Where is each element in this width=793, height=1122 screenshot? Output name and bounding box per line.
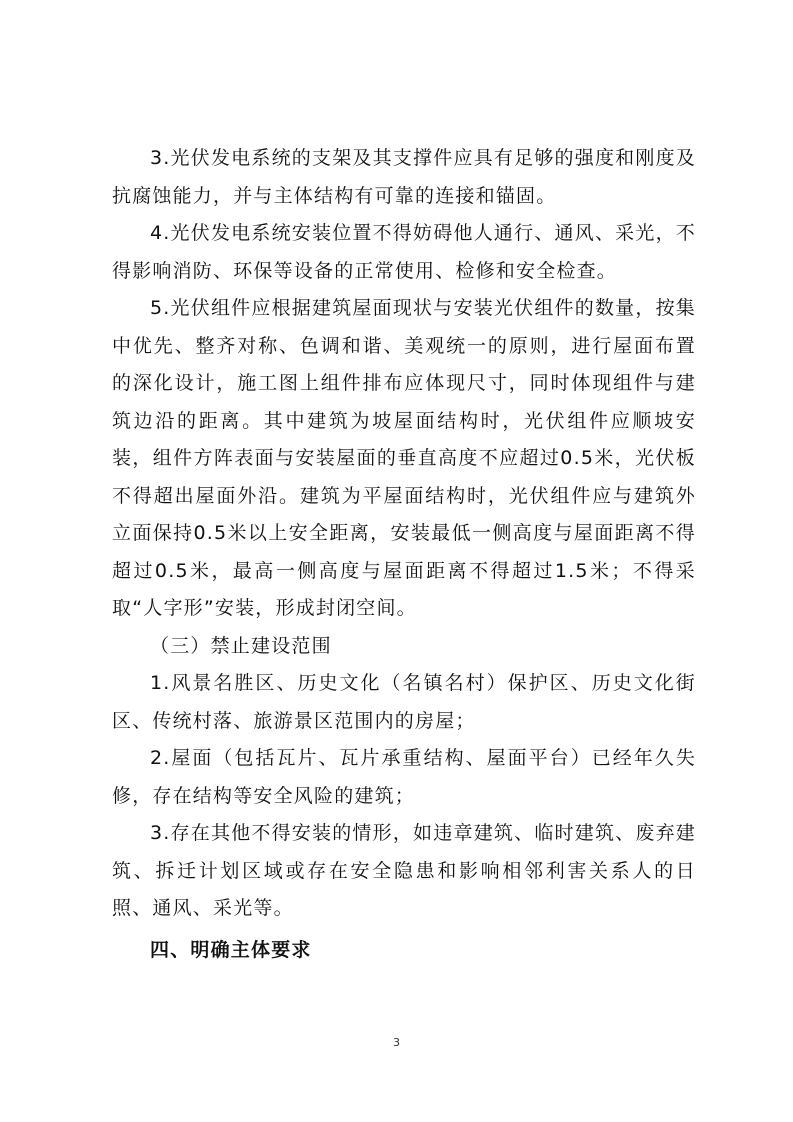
paragraph-prohibited-2-unsafe-roofs: 2.屋面（包括瓦片、瓦片承重结构、屋面平台）已经年久失修，存在结构等安全风险的建筑； — [112, 747, 696, 807]
paragraph-item-3-support-structure: 3.光伏发电系统的支架及其支撑件应具有足够的强度和刚度及抗腐蚀能力，并与主体结构有可靠的连接和锚固。 — [112, 147, 696, 207]
section-subheading-prohibited-scope: （三）禁止建设范围 — [150, 634, 332, 657]
document-body — [112, 140, 696, 969]
paragraph-item-5-pv-module-layout: 5.光伏组件应根据建筑屋面现状与安装光伏组件的数量，按集中优先、整齐对称、色调和谐、美观统一的原则，进行屋面布置的深化设计，施工图上组件排布应体现尺寸，同时体现组件与建筑边沿的距离。其中建筑为坡屋面结构时，光伏组件应顺坡安装，组件方阵表面与安装屋面的垂直高度不应超过0.5米，光伏板不得超出屋面外沿。建筑为平屋面结构时，光伏组件应与建筑外立面保持0.5米以上安全距离，安装最低一侧高度与屋面距离不得超过0.5米，最高一侧高度与屋面距离不得超过1.5米；不得采取“人字形”安装，形成封闭空间。 — [112, 297, 696, 619]
section-heading-subject-requirements: 四、明确主体要求 — [150, 938, 312, 961]
page-number: 3 — [393, 1036, 400, 1049]
paragraph-prohibited-1-protected-areas: 1.风景名胜区、历史文化（名镇名村）保护区、历史文化街区、传统村落、旅游景区范围内的房屋； — [112, 672, 696, 732]
paragraph-prohibited-3-other-cases: 3.存在其他不得安装的情形，如违章建筑、临时建筑、废弃建筑、拆迁计划区域或存在安全隐患和影响相邻利害关系人的日照、通风、采光等。 — [112, 822, 696, 919]
paragraph-item-4-installation-location: 4.光伏发电系统安装位置不得妨碍他人通行、通风、采光，不得影响消防、环保等设备的正常使用、检修和安全检查。 — [112, 222, 696, 282]
